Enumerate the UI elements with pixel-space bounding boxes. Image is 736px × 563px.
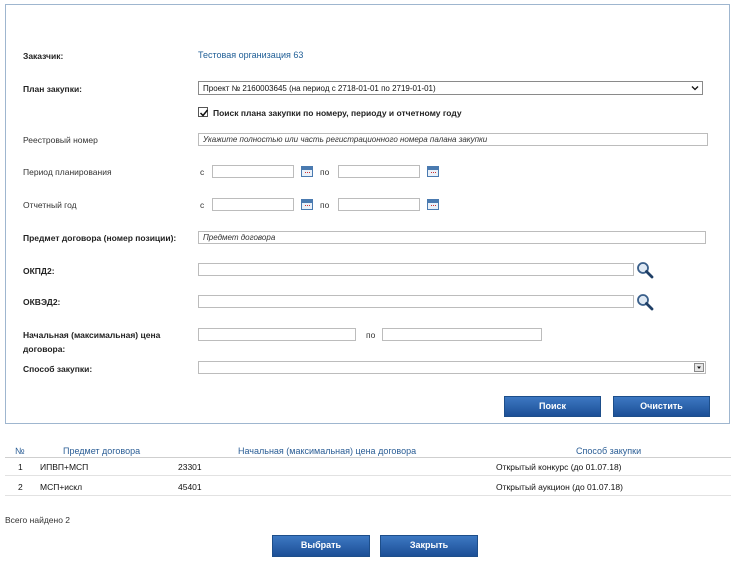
search-button[interactable]: Поиск <box>504 396 601 417</box>
okpd-input[interactable] <box>198 263 634 276</box>
price-label-line2: договора: <box>23 344 66 354</box>
column-header-price: Начальная (максимальная) цена договора <box>238 446 417 456</box>
plan-label: План закупки: <box>23 84 82 94</box>
registry-input[interactable] <box>198 133 708 146</box>
plan-select[interactable] <box>198 81 703 95</box>
row-divider <box>5 475 731 476</box>
price-from-input[interactable] <box>198 328 356 341</box>
row-subject: ИПВП+МСП <box>40 462 89 472</box>
price-to-label: по <box>366 330 376 340</box>
column-header-method: Способ закупки <box>576 446 642 456</box>
subject-label: Предмет договора (номер позиции): <box>23 233 177 243</box>
okved-label: ОКВЭД2: <box>23 297 61 307</box>
year-to-label: по <box>320 200 330 210</box>
registry-label: Реестровый номер <box>23 135 98 145</box>
year-from-input[interactable] <box>212 198 294 211</box>
period-from-label: с <box>200 167 205 177</box>
method-select[interactable] <box>198 361 706 374</box>
clear-button[interactable]: Очистить <box>613 396 710 417</box>
column-header-number: № <box>15 446 25 456</box>
period-to-label: по <box>320 167 330 177</box>
method-label: Способ закупки: <box>23 364 93 374</box>
registry-input-placeholder: Укажите полностью или часть регистрационного номера палана закупки <box>203 135 488 144</box>
calendar-icon[interactable] <box>301 166 313 177</box>
checkmark-icon <box>199 108 209 118</box>
calendar-icon[interactable] <box>301 199 313 210</box>
customer-label: Заказчик: <box>23 51 64 61</box>
row-price: 45401 <box>178 482 202 492</box>
calendar-icon[interactable] <box>427 166 439 177</box>
total-found: Всего найдено 2 <box>5 515 71 525</box>
magnifier-icon[interactable] <box>636 261 654 279</box>
year-from-label: с <box>200 200 205 210</box>
subject-input[interactable] <box>198 231 706 244</box>
subject-input-placeholder: Предмет договора <box>203 233 276 242</box>
row-subject: МСП+искл <box>40 482 83 492</box>
price-label-line1: Начальная (максимальная) цена <box>23 330 161 340</box>
row-method: Открытый аукцион (до 01.07.18) <box>496 482 623 492</box>
chevron-down-icon <box>691 84 699 92</box>
table-header-divider <box>5 457 731 458</box>
dropdown-arrow-icon <box>694 363 704 372</box>
row-divider <box>5 495 731 496</box>
row-price: 23301 <box>178 462 202 472</box>
okpd-label: ОКПД2: <box>23 266 55 276</box>
magnifier-icon[interactable] <box>636 293 654 311</box>
plan-select-value: Проект № 2160003645 (на период с 2718-01-01 по 2719-01-01) <box>203 84 436 93</box>
search-plan-checkbox[interactable] <box>198 107 208 117</box>
year-to-input[interactable] <box>338 198 420 211</box>
row-number: 1 <box>18 462 23 472</box>
price-to-input[interactable] <box>382 328 542 341</box>
period-from-input[interactable] <box>212 165 294 178</box>
period-to-input[interactable] <box>338 165 420 178</box>
search-plan-checkbox-label: Поиск плана закупки по номеру, периоду и отчетному году <box>213 108 462 118</box>
row-number: 2 <box>18 482 23 492</box>
column-header-subject: Предмет договора <box>63 446 141 456</box>
row-method: Открытый конкурс (до 01.07.18) <box>496 462 622 472</box>
period-label: Период планирования <box>23 167 112 177</box>
close-button[interactable]: Закрыть <box>380 535 478 557</box>
select-button[interactable]: Выбрать <box>272 535 370 557</box>
okved-input[interactable] <box>198 295 634 308</box>
customer-value: Тестовая организация 63 <box>198 50 304 60</box>
calendar-icon[interactable] <box>427 199 439 210</box>
year-label: Отчетный год <box>23 200 77 210</box>
